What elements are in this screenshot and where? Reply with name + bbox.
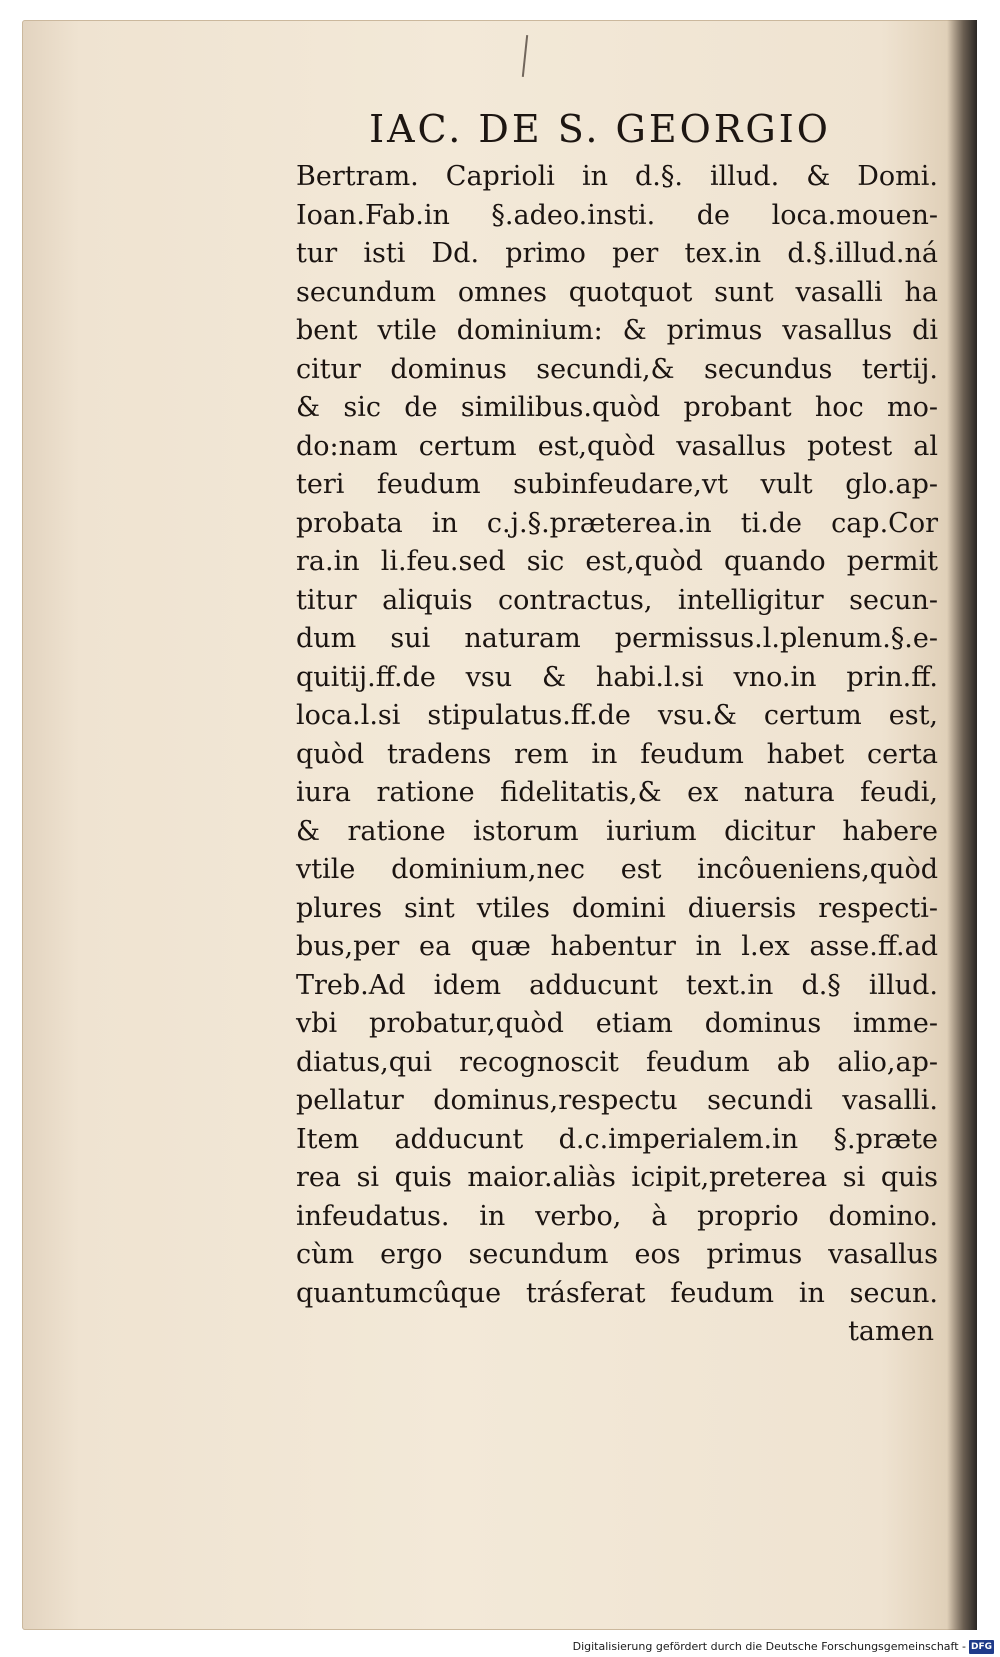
text-line: quitij.ff.de vsu & habi.l.si vno.in prin.ff. <box>296 661 938 693</box>
text-line: bus,per ea quæ habentur in l.ex asse.ff.ad <box>296 931 938 962</box>
text-line: Item adducunt d.c.imperialem.in §.præte <box>296 1123 938 1155</box>
body-text <box>296 158 938 1352</box>
text-line: diatus,qui recognoscit feudum ab alio,ap- <box>296 1046 938 1078</box>
text-line: cùm ergo secundum eos primus vasallus <box>296 1239 938 1270</box>
text-line: tur isti Dd. primo per tex.in d.§.illud.ná <box>296 238 938 269</box>
text-line: vbi probatur,quòd etiam dominus imme- <box>296 1008 938 1039</box>
text-line: rea si quis maior.aliàs icipit,preterea si quis <box>296 1162 938 1193</box>
running-head: IAC. DE S. GEORGIO <box>369 107 831 151</box>
catchword: tamen <box>848 1316 934 1347</box>
text-line: dum sui naturam permissus.l.plenum.§.e- <box>296 623 938 654</box>
text-line: loca.l.si stipulatus.ff.de vsu.& certum est, <box>296 700 938 731</box>
text-line: vtile dominium,nec est incôueniens,quòd <box>296 854 938 885</box>
text-line: quantumcûque trásferat feudum in secun. <box>296 1277 938 1309</box>
text-line: secundum omnes quotquot sunt vasalli ha <box>296 276 938 308</box>
text-line: ra.in li.feu.sed sic est,quòd quando permit <box>296 546 938 577</box>
text-line: pellatur dominus,respectu secundi vasalli. <box>296 1085 938 1116</box>
text-line: citur dominus secundi,& secundus tertij. <box>296 353 938 385</box>
page-gutter-shadow <box>947 20 977 1630</box>
text-line: quòd tradens rem in feudum habet certa <box>296 738 938 770</box>
text-line: Bertram. Caprioli in d.§. illud. & Domi. <box>296 161 938 192</box>
dfg-logo: DFG <box>970 1642 992 1652</box>
text-line: plures sint vtiles domini diuersis respecti- <box>296 892 938 924</box>
text-line: infeudatus. in verbo, à proprio domino. <box>296 1200 938 1232</box>
text-line: Treb.Ad idem adducunt text.in d.§ illud. <box>296 969 938 1001</box>
text-line: Ioan.Fab.in §.adeo.insti. de loca.mouen- <box>296 199 938 231</box>
text-line: & sic de similibus.quòd probant hoc mo- <box>296 392 938 423</box>
text-line: & ratione istorum iurium dicitur habere <box>296 815 938 847</box>
footer-bar <box>0 1635 1000 1657</box>
text-line: bent vtile dominium: & primus vasallus di <box>296 315 938 346</box>
text-line: iura ratione fidelitatis,& ex natura feudi, <box>296 777 938 808</box>
text-line: do:nam certum est,quòd vasallus potest al <box>296 430 938 462</box>
text-line: titur aliquis contractus, intelligitur secun- <box>296 584 938 616</box>
funding-note: Digitalisierung gefördert durch die Deutsche Forschungsgemeinschaft - <box>572 1640 966 1653</box>
text-line: teri feudum subinfeudare,vt vult glo.ap- <box>296 469 938 500</box>
text-line: probata in c.j.§.præterea.in ti.de cap.Cor <box>296 507 938 539</box>
